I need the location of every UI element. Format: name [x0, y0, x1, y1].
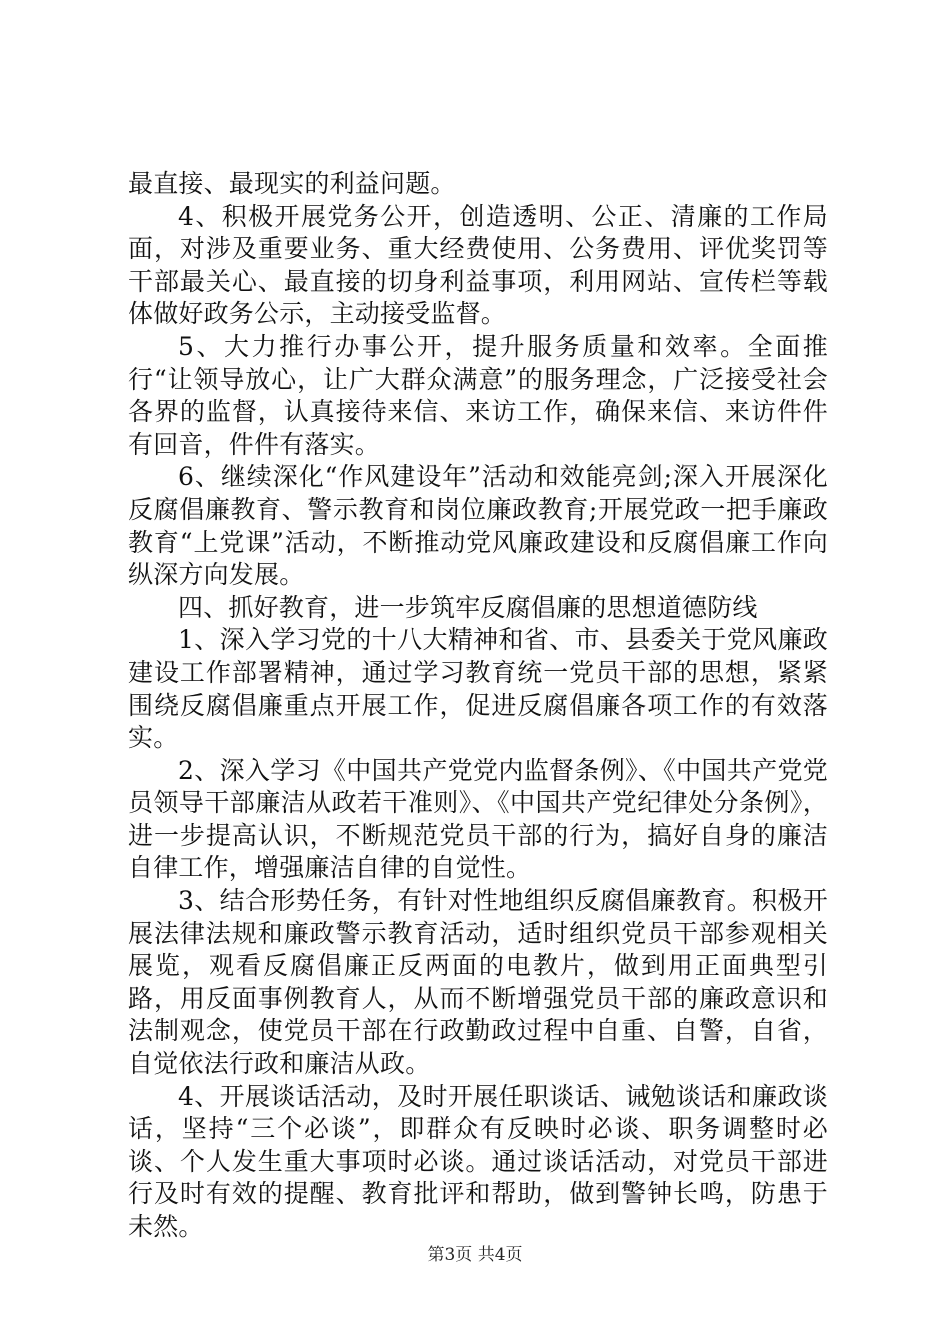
document-body [128, 168, 828, 1244]
page-footer: 第3页 共4页 [427, 1245, 523, 1265]
paragraph-7: 2、深入学习《中国共产党党内监督条例》、《中国共产党党员领导干部廉洁从政若干准则》、《中国共产党纪律处分条例》，进一步提高认识，不断规范党员干部的行为，搞好自身的廉洁自律工作，增强廉洁自律的自觉性。 [128, 755, 828, 883]
paragraph-1: 最直接、最现实的利益问题。 [128, 169, 456, 198]
paragraph-4: 6、继续深化“作风建设年”活动和效能亮剑;深入开展深化反腐倡廉教育、警示教育和岗位廉政教育;开展党政一把手廉政教育“上党课”活动，不断推动党风廉政建设和反腐倡廉工作向纵深方向发展。 [128, 462, 828, 590]
section-heading: 四、抓好教育，进一步筑牢反腐倡廉的思想道德防线 [178, 592, 758, 622]
paragraph-2: 4、积极开展党务公开，创造透明、公正、清廉的工作局面，对涉及重要业务、重大经费使用、公务费用、评优奖罚等干部最关心、最直接的切身利益事项，利用网站、宣传栏等载体做好政务公示，主动接受监督。 [128, 201, 828, 329]
paragraph-3: 5、大力推行办事公开，提升服务质量和效率。全面推行“让领导放心，让广大群众满意”的服务理念，广泛接受社会各界的监督，认真接待来信、来访工作，确保来信、来访件件有回音，件件有落实。 [128, 331, 828, 459]
paragraph-8: 3、结合形势任务，有针对性地组织反腐倡廉教育。积极开展法律法规和廉政警示教育活动，适时组织党员干部参观相关展览，观看反腐倡廉正反两面的电教片，做到用正面典型引路，用反面事例教育人，从而不断增强党员干部的廉政意识和法制观念，使党员干部在行政勤政过程中自重、自警，自省，自觉依法行政和廉洁从政。 [128, 886, 828, 1079]
paragraph-9: 4、开展谈话活动，及时开展任职谈话、诫勉谈话和廉政谈话，坚持“三个必谈”，即群众有反映时必谈、职务调整时必谈、个人发生重大事项时必谈。通过谈话活动，对党员干部进行及时有效的提醒、教育批评和帮助，做到警钟长鸣，防患于未然。 [128, 1081, 828, 1241]
paragraph-6: 1、深入学习党的十八大精神和省、市、县委关于党风廉政建设工作部署精神，通过学习教育统一党员干部的思想，紧紧围绕反腐倡廉重点开展工作，促进反腐倡廉各项工作的有效落实。 [128, 625, 828, 753]
